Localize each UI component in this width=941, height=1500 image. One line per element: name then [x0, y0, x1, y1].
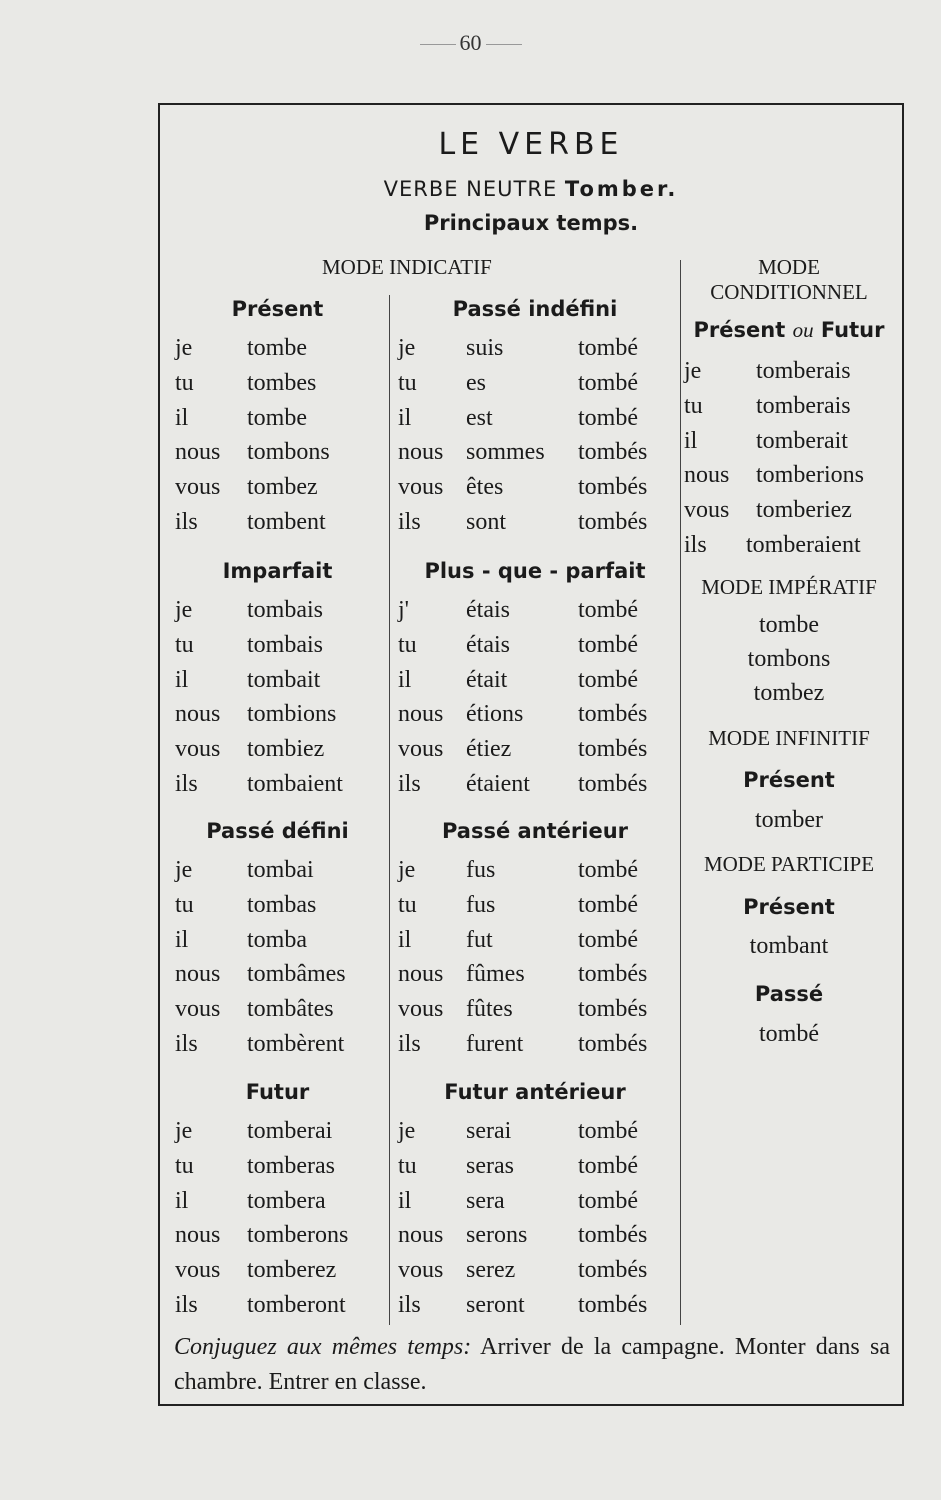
mode-infinitif-label: MODE INFINITIF [708, 726, 870, 750]
present-row-3-cell-0: nous [175, 439, 221, 466]
futur-anterieur-row-0-cell-2: tombé [578, 1118, 638, 1144]
passe-anterieur-row-4-cell-2: tombés [578, 996, 648, 1023]
passe-defini-row-0-cell-1: tombai [247, 857, 314, 883]
passe-indefini-row-5-cell-1: sont [466, 509, 507, 535]
plus-que-parfait-row-0-cell-0: j' [398, 597, 409, 623]
imparfait-row-3-cell-0: nous [175, 701, 221, 728]
plus-que-parfait-row-2-cell-2: tombé [578, 666, 638, 693]
column-divider-right [680, 260, 681, 1325]
page-title: LE VERBE [438, 127, 624, 162]
passe-anterieur-row-2-cell-2: tombé [578, 926, 638, 953]
passe-defini-row-3-cell-1: tombâmes [247, 961, 346, 988]
futur-anterieur-row-1-cell-2: tombé [578, 1152, 638, 1179]
passe-anterieur-row-2-cell-0: il [398, 926, 412, 953]
passe-anterieur-row-0-cell-1: fus [466, 857, 496, 883]
passe-indefini-row-4-cell-2: tombés [578, 474, 648, 501]
plus-que-parfait-row-1-cell-2: tombé [578, 631, 638, 658]
conditionnel-row-4-verb: tomberiez [756, 497, 852, 524]
present-row-5-cell-0: ils [175, 509, 198, 535]
futur-anterieur-row-3-cell-1: serons [466, 1222, 528, 1249]
passe-indefini-row-4-cell-0: vous [398, 474, 444, 501]
passe-indefini-row-1-cell-2: tombé [578, 369, 638, 396]
imparfait-row-4-cell-0: vous [175, 736, 221, 763]
imparfait-row-1-cell-0: tu [175, 631, 194, 658]
futur-row-3-cell-0: nous [175, 1222, 221, 1249]
tense-heading-passe-anterieur: Passé antérieur [441, 819, 629, 843]
passe-defini-row-4-cell-0: vous [175, 996, 221, 1023]
conjugation-table [158, 103, 904, 1406]
conditionnel-row-3-verb: tomberions [756, 462, 864, 489]
plus-que-parfait-row-4-cell-1: étiez [466, 736, 512, 763]
passe-indefini-row-2-cell-1: est [466, 404, 493, 431]
imparfait-row-1-cell-1: tombais [247, 631, 323, 658]
participe-present-form: tombant [749, 933, 829, 959]
passe-indefini-row-2-cell-0: il [398, 404, 412, 431]
passe-indefini-row-0-cell-1: suis [466, 335, 504, 361]
plus-que-parfait-row-2-cell-0: il [398, 666, 412, 693]
present-row-2-cell-0: il [175, 404, 189, 431]
conditionnel-row-2-verb: tomberait [756, 427, 848, 454]
passe-indefini-row-4-cell-1: êtes [466, 474, 504, 501]
futur-row-1-cell-0: tu [175, 1152, 194, 1179]
present-row-0-cell-1: tombe [247, 335, 307, 361]
passe-anterieur-row-0-cell-2: tombé [578, 857, 638, 883]
mode-participe-label: MODE PARTICIPE [703, 852, 875, 876]
passe-anterieur-row-2-cell-1: fut [466, 926, 493, 953]
present-row-0-cell-0: je [175, 335, 193, 361]
tense-heading-passe-defini: Passé défini [206, 819, 349, 843]
imperatif-form-3: tombez [753, 680, 825, 706]
conditionnel-row-4-pronoun: vous [684, 497, 730, 524]
present-row-1-cell-0: tu [175, 369, 194, 396]
imparfait-row-0-cell-1: tombais [247, 597, 323, 623]
plus-que-parfait-row-4-cell-2: tombés [578, 736, 648, 763]
futur-row-4-cell-1: tomberez [247, 1257, 337, 1284]
futur-row-2-cell-1: tombera [247, 1187, 326, 1214]
passe-defini-row-2-cell-0: il [175, 926, 189, 953]
plus-que-parfait-row-3-cell-1: étions [466, 701, 524, 728]
passe-indefini-row-0-cell-2: tombé [578, 335, 638, 361]
passe-anterieur-row-1-cell-1: fus [466, 891, 496, 918]
futur-anterieur-row-2-cell-2: tombé [578, 1187, 638, 1214]
passe-indefini-row-2-cell-2: tombé [578, 404, 638, 431]
imparfait-row-2-cell-0: il [175, 666, 189, 693]
passe-indefini-row-1-cell-0: tu [398, 369, 417, 396]
futur-row-4-cell-0: vous [175, 1257, 221, 1284]
mode-indicatif-label: MODE INDICATIF [322, 255, 492, 279]
imperatif-form-2: tombons [747, 646, 831, 672]
participe-passe-form: tombé [759, 1021, 819, 1047]
futur-anterieur-row-1-cell-1: seras [466, 1152, 514, 1179]
plus-que-parfait-row-5-cell-0: ils [398, 771, 421, 797]
passe-indefini-row-3-cell-1: sommes [466, 439, 545, 466]
futur-anterieur-row-0-cell-1: serai [466, 1118, 512, 1144]
passe-anterieur-row-3-cell-1: fûmes [466, 961, 525, 988]
passe-indefini-row-3-cell-2: tombés [578, 439, 648, 466]
futur-row-3-cell-1: tomberons [247, 1222, 349, 1249]
tense-heading-imparfait: Imparfait [222, 559, 333, 583]
imparfait-row-4-cell-1: tombiez [247, 736, 325, 763]
tense-heading-futur: Futur [245, 1080, 310, 1104]
passe-indefini-row-5-cell-0: ils [398, 509, 421, 535]
passe-anterieur-row-3-cell-2: tombés [578, 961, 648, 988]
futur-anterieur-row-5-cell-1: seront [466, 1292, 525, 1318]
imparfait-row-3-cell-1: tombions [247, 701, 337, 728]
present-row-2-cell-1: tombe [247, 404, 307, 431]
futur-anterieur-row-0-cell-0: je [398, 1118, 416, 1144]
passe-anterieur-row-5-cell-2: tombés [578, 1031, 648, 1057]
passe-defini-row-4-cell-1: tombâtes [247, 996, 334, 1023]
passe-anterieur-row-5-cell-1: furent [466, 1031, 524, 1057]
present-row-4-cell-0: vous [175, 474, 221, 501]
futur-anterieur-row-3-cell-0: nous [398, 1222, 444, 1249]
tense-heading-plus-que-parfait: Plus - que - parfait [424, 559, 646, 583]
plus-que-parfait-row-0-cell-2: tombé [578, 597, 638, 623]
passe-defini-row-1-cell-1: tombas [247, 891, 317, 918]
plus-que-parfait-row-2-cell-1: était [466, 666, 508, 693]
conditionnel-heading: Présent ou Futur [693, 318, 885, 342]
plus-que-parfait-row-3-cell-2: tombés [578, 701, 648, 728]
plus-que-parfait-row-4-cell-0: vous [398, 736, 444, 763]
conditionnel-row-1-verb: tomberais [756, 392, 851, 419]
tense-heading-present: Présent [231, 297, 324, 321]
futur-anterieur-row-4-cell-0: vous [398, 1257, 444, 1284]
futur-row-2-cell-0: il [175, 1187, 189, 1214]
conditionnel-row-1-pronoun: tu [684, 392, 703, 419]
plus-que-parfait-row-1-cell-0: tu [398, 631, 417, 658]
conditionnel-row-0-verb: tomberais [756, 358, 851, 384]
passe-indefini-row-5-cell-2: tombés [578, 509, 648, 535]
futur-anterieur-row-4-cell-1: serez [466, 1257, 516, 1284]
present-row-3-cell-1: tombons [247, 439, 330, 466]
futur-row-5-cell-0: ils [175, 1292, 198, 1318]
passe-defini-row-5-cell-0: ils [175, 1031, 198, 1057]
conditionnel-row-0-pronoun: je [684, 358, 702, 384]
present-row-1-cell-1: tombes [247, 369, 317, 396]
passe-anterieur-row-3-cell-0: nous [398, 961, 444, 988]
present-row-4-cell-1: tombez [247, 474, 318, 501]
passe-indefini-row-0-cell-0: je [398, 335, 416, 361]
passe-anterieur-row-4-cell-0: vous [398, 996, 444, 1023]
imparfait-row-5-cell-1: tombaient [247, 771, 343, 797]
passe-indefini-row-3-cell-0: nous [398, 439, 444, 466]
futur-row-0-cell-1: tomberai [247, 1118, 333, 1144]
passe-anterieur-row-1-cell-2: tombé [578, 891, 638, 918]
passe-defini-row-1-cell-0: tu [175, 891, 194, 918]
futur-anterieur-row-3-cell-2: tombés [578, 1222, 648, 1249]
participe-present-heading: Présent [743, 895, 835, 919]
plus-que-parfait-row-3-cell-0: nous [398, 701, 444, 728]
passe-anterieur-row-4-cell-1: fûtes [466, 996, 513, 1023]
plus-que-parfait-row-5-cell-2: tombés [578, 771, 648, 797]
futur-anterieur-row-5-cell-0: ils [398, 1292, 421, 1318]
plus-que-parfait-row-0-cell-1: étais [466, 597, 510, 623]
imparfait-row-2-cell-1: tombait [247, 666, 321, 693]
conditionnel-row-5-verb: tomberaient [746, 532, 861, 558]
imparfait-row-0-cell-0: je [175, 597, 193, 623]
mode-conditionnel-label: MODE CONDITIONNEL [710, 255, 868, 304]
passe-anterieur-row-0-cell-0: je [398, 857, 416, 883]
page-number: 60 [0, 30, 941, 56]
tense-heading-futur-anterieur: Futur antérieur [444, 1080, 626, 1104]
infinitif-form: tomber [755, 807, 823, 833]
imperatif-form-1: tombe [759, 612, 819, 638]
conditionnel-row-2-pronoun: il [684, 427, 698, 454]
plus-que-parfait-row-5-cell-1: étaient [466, 771, 530, 797]
mode-imperatif-label: MODE IMPÉRATIF [701, 575, 877, 599]
futur-row-5-cell-1: tomberont [247, 1292, 346, 1318]
passe-defini-row-2-cell-1: tomba [247, 926, 307, 953]
futur-anterieur-row-2-cell-0: il [398, 1187, 412, 1214]
passe-defini-row-3-cell-0: nous [175, 961, 221, 988]
futur-anterieur-row-2-cell-1: sera [466, 1187, 505, 1214]
passe-indefini-row-1-cell-1: es [466, 369, 486, 396]
conditionnel-row-3-pronoun: nous [684, 462, 730, 489]
column-divider-left [389, 295, 390, 1325]
conditionnel-row-5-pronoun: ils [684, 532, 707, 558]
tense-heading-passe-indefini: Passé indéfini [452, 297, 618, 321]
present-row-5-cell-1: tombent [247, 509, 326, 535]
subtitle: VERBE NEUTRE Tomber. [383, 177, 679, 201]
passe-anterieur-row-1-cell-0: tu [398, 891, 417, 918]
passe-defini-row-5-cell-1: tombèrent [247, 1031, 345, 1057]
futur-row-1-cell-1: tomberas [247, 1152, 335, 1179]
imparfait-row-5-cell-0: ils [175, 771, 198, 797]
futur-anterieur-row-1-cell-0: tu [398, 1152, 417, 1179]
participe-passe-heading: Passé [754, 982, 824, 1006]
futur-row-0-cell-0: je [175, 1118, 193, 1144]
infinitif-heading: Présent [743, 768, 835, 792]
futur-anterieur-row-5-cell-2: tombés [578, 1292, 648, 1318]
passe-defini-row-0-cell-0: je [175, 857, 193, 883]
subtitle-principal-tenses: Principaux temps. [423, 211, 639, 235]
passe-anterieur-row-5-cell-0: ils [398, 1031, 421, 1057]
futur-anterieur-row-4-cell-2: tombés [578, 1257, 648, 1284]
plus-que-parfait-row-1-cell-1: étais [466, 631, 510, 658]
exercise-instruction: Conjuguez aux mêmes temps: Arriver de la campagne. Monter dans sa chambre. Entrer en classe. [174, 1334, 890, 1395]
